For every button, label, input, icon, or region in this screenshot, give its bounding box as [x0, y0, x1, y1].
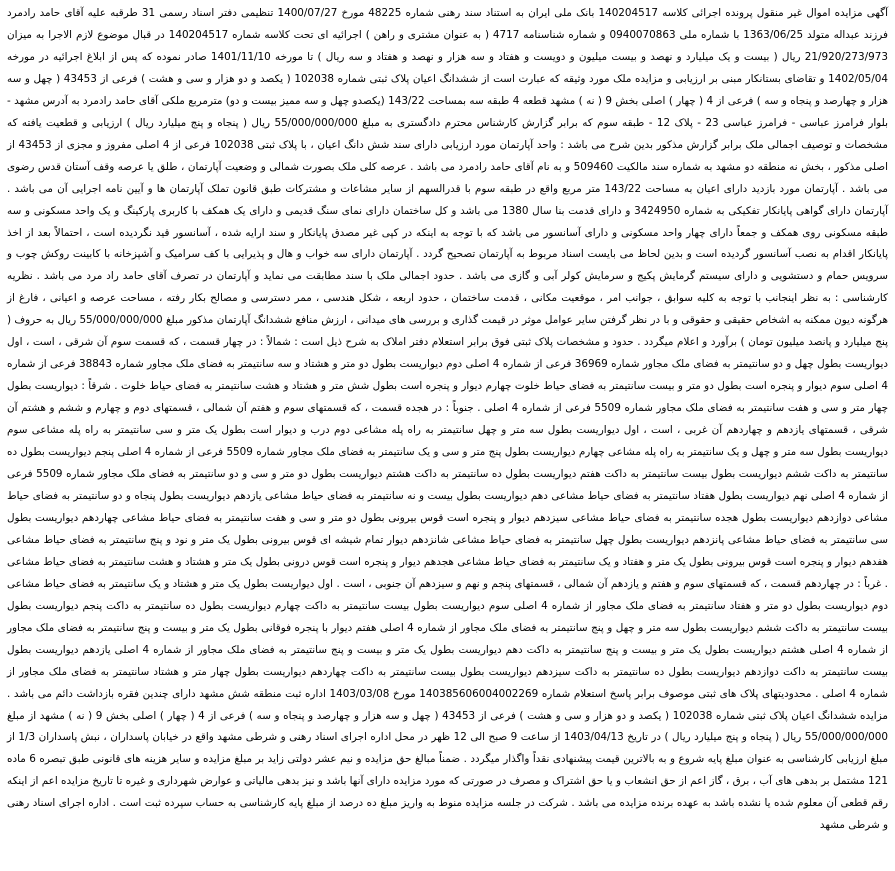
- auction-notice-text: آگهی مزایده اموال غیر منقول پرونده اجرائی کلاسه 140204517 بانک ملی ایران به استناد سند رهنی شماره 48225 مورخ 1400/07/27 تنظیمی دفتر اسناد رسمی 31 طرقبه علیه آقای حامد رادمرد فرزند عبداله متولد 1363/06/25 با شماره ملی 0940070863 و شماره شناسنامه 4717 ( به عنوان مشتری و راهن ) اجرائیه ای تحت کلاسه شماره 140204517 در قبال موضوع لازم الاجرا به میزان 21/920/273/973 ریال ( بیست و یک میلیارد و نهصد و بیست میلیون و دویست و هفتاد و سه هزار و نهصد و هفتاد و سه ریال ) تا مورخه 1401/11/10 صادر نموده که پس از ابلاغ اجرائیه در مورخه 1402/05/04 و تقاضای بستانکار مبنی بر ارزیابی و مزایده ملک مورد وثیقه که عبارت است از ششدانگ اعیان پلاک ثبتی شماره 102038 ( یکصد و دو هزار و سی و هشت ) فرعی از 43453 ( چهل و سه هزار و چهارصد و پنجاه و سه ) فرعی از 4 ( چهار ) اصلی بخش 9 ( نه ) مشهد قطعه 4 طبقه سه بمساحت 143/22 (یکصدو چهل و سه ممیز بیست و دو) مترمربع ملکی آقای حامد رادمرد به آدرس مشهد - بلوار فرامرز عباسی - فرامرز عباسی 23 - پلاک 12 - طبقه سوم که برابر گزارش کارشناس محترم دادگستری به مبلغ 55/000/000/000 ریال ( پنجاه و پنج میلیارد ریال ) ارزیابی و قطعیت یافته که مشخصات و توصیف اجمالی ملک برابر گزارش مذکور بدین شرح می باشد : واحد آپارتمان مورد ارزیابی دارای سند شش دانگ اعیان ، با پلاک ثبتی 102038 فرعی از 4 اصلی مفروز و مجزی از 43453 از اصلی مذکور ، بخش نه منطقه دو مشهد به شماره سند مالکیت 509460 و به نام آقای حامد رادمرد می باشد . عرصه کلی ملک بصورت شمالی و وضعیت آپارتمان ، طلق یا عرصه وقف آستان قدس رضوی می باشد . آپارتمان مورد بازدید دارای اعیان به مساحت 143/22 متر مربع واقع در طبقه سوم با قدرالسهم از سایر مشاعات و مشترکات طبق قانون تملک آپارتمان ها و آیین نامه اجرایی آن می باشد . آپارتمان دارای گواهی پایانکار تفکیکی به شماره 3424950 و دارای قدمت بنا سال 1380 می باشد و کل ساختمان دارای نمای سنگ قدیمی و دارای یک همکف با کاربری پارکینگ و یک واحد مسکونی و سه طبقه مسکونی روی همکف و جمعاً دارای چهار واحد مسکونی و دارای آسانسور می باشد که با توجه به اینکه در کپی غیر مصدق پایانکار و سند ارایه شده ، آسانسور قید نگردیده است ، احتمالاً بعد از اخذ پایانکار اقدام به نصب آسانسور گردیده است و بدین لحاظ می بایست اسناد مربوط به آپارتمان تصحیح گردد . آپارتمان دارای سه خواب و هال و پذیرایی با کف سرامیک و آشپزخانه با کابینت روکش چوب و سرویس حمام و دستشویی و دارای سیستم گرمایش پکیج و سرمایش کولر آبی و گازی می باشد . حدود اجمالی ملک با سند مطابقت می نماید و آپارتمان در تصرف آقای حامد راد مرد می باشد . نظریه کارشناسی : به نظر اینجانب با توجه به کلیه سوابق ، جوانب امر ، موقعیت مکانی ، قدمت ساختمان ، حدود اربعه ، شکل هندسی ، ممر دسترسی و مصالح بکار رفته ، مساحت عرصه و اعیانی ، فارغ از هرگونه دیون ممکنه به اشخاص حقیقی و حقوقی و با در نظر گرفتن سایر عوامل موثر در قیمت گذاری و بررسی های میدانی ، ارزش منافع ششدانگ آپارتمان مذکور مبلغ 55/000/000/000 ریال به حروف ( پنج میلیارد و پانصد میلیون تومان ) برآورد و اعلام میگردد . حدود و مشخصات پلاک ثبتی فوق برابر استعلام دفتر املاک به شرح ذیل است : شمالاً : در چهار قسمت ، که قسمت سوم آن شرقی ، است ، اول دیواریست بطول چهل و دو سانتیمتر به فضای ملک مجاور شماره 36969 فرعی از شماره 4 اصلی دوم دیواریست بطول دو متر و هشتاد و سه سانتیمتر به فضای ملک مجاور شماره 38843 فرعی از شماره 4 اصلی سوم دیوار و پنجره است بطول دو متر و بیست سانتیمتر به فضای حیاط خلوت چهارم دیوار و پنجره است بطول شش متر و هشتاد و هشت سانتیمتر به فضای حیاط خلوت . شرقاً : دیواریست بطول چهار متر و سی و هفت سانتیمتر به فضای ملک مجاور شماره 5509 فرعی از شماره 4 اصلی . جنوباً : در هجده قسمت ، که قسمتهای سوم و هفتم آن شمالی ، قسمتهای دوم و چهارم و ششم و هشتم آن شرقی ، قسمتهای یازدهم و چهاردهم آن غربی ، است ، اول دیواریست بطول سه متر و چهل سانتیمتر به راه پله مشاعی دوم درب و دیوار است بطول یک متر و سی سانتیمتر به راه پله مشاعی سوم دیواریست بطول سه متر و چهل و یک سانتیمتر به راه پله مشاعی چهارم دیواریست بطول پنج متر و سی و یک سانتیمتر به فضای ملک مجاور شماره 5509 فرعی از شماره 4 اصلی پنجم دیواریست بطول ده سانتیمتر به داکت ششم دیواریست بطول بیست سانتیمتر به داکت هفتم دیواریست بطول ده سانتیمتر به داکت هشتم دیواریست بطول دو متر و سی و دو سانتیمتر به فضای ملک مجاور شماره 5509 فرعی از شماره 4 اصلی نهم دیواریست بطول هفتاد سانتیمتر به فضای حیاط مشاعی دهم دیواریست بطول بیست و نه سانتیمتر به فضای حیاط مشاعی یازدهم دیواریست بطول پنجاه و دو سانتیمتر به فضای حیاط مشاعی دوازدهم دیواریست بطول هجده سانتیمتر به فضای حیاط مشاعی سیزدهم دیوار و پنجره است قوس بیرونی بطول دو متر و سی و هفت سانتیمتر به فضای حیاط مشاعی چهاردهم دیواریست بطول سی سانتیمتر به فضای حیاط مشاعی پانزدهم دیواریست بطول چهل سانتیمتر به فضای حیاط مشاعی شانزدهم دیوار تمام شیشه ای قوس بیرونی بطول یک متر و نود و پنج سانتیمتر به فضای حیاط مشاعی هفدهم دیوار و پنجره است قوس بیرونی بطول یک متر و هفتاد و یک سانتیمتر به فضای حیاط مشاعی هجدهم دیوار و پنجره است قوس درونی بطول یک متر و هشتاد و هشت سانتیمتر به فضای حیاط مشاعی . غرباً : در چهاردهم قسمت ، که قسمتهای سوم و هفتم و یازدهم آن شمالی ، قسمتهای پنجم و نهم و سیزدهم آن جنوبی ، است . اول دیواریست بطول یک متر و هشتاد و یک سانتیمتر به فضای حیاط مشاعی دوم دیواریست بطول دو متر و هفتاد سانتیمتر به فضای ملک مجاور از شماره 4 اصلی سوم دیواریست بطول بیست سانتیمتر به داکت چهارم دیواریست بطول ده سانتیمتر به داکت پنجم دیواریست بطول بیست سانتیمتر به داکت ششم دیواریست بطول سه متر و چهل و پنج سانتیمتر به فضای ملک مجاور از شماره 4 اصلی هفتم دیوار با پنجره فوقانی بطول یک متر و بیست و پنج سانتیمتر به فضای ملک مجاور از شماره 4 اصلی هشتم دیواریست بطول یک متر و بیست و پنج سانتیمتر به داکت دهم دیواریست بطول یک متر و بیست و پنج سانتیمتر به فضای ملک مجاور از شماره 4 اصلی یازدهم دیواریست بطول بیست سانتیمتر به داکت دوازدهم دیواریست بطول ده سانتیمتر به داکت سیزدهم دیواریست بطول بیست سانتیمتر به داکت چهاردهم دیواریست بطول چهار متر و هشتاد سانتیمتر به فضای ملک مجاور از شماره 4 اصلی . محدودیتهای پلاک های ثبتی موصوف برابر پاسخ استعلام شماره 140385606004002269 مورخ 1403/03/08 اداره ثبت منطقه شش مشهد دارای چندین فقره بازداشت دائم می باشد . مزایده ششدانگ اعیان پلاک ثبتی شماره 102038 ( یکصد و دو هزار و سی و هشت ) فرعی از 43453 ( چهل و سه هزار و چهارصد و پنجاه و سه ) فرعی از 4 ( چهار ) اصلی بخش 9 ( نه ) مشهد از مبلغ 55/000/000/000 ریال ( پنجاه و پنج میلیارد ریال ) در تاریخ 1403/04/13 از ساعت 9 صبح الی 12 ظهر در محل اداره اجرای اسناد رهنی و شرطی مشهد واقع در خیابان پاسداران ، نبش پاسداران 1/3 از مبلغ ارزیابی کارشناسی به عنوان مبلغ پایه شروع و به بالاترین قیمت پیشنهادی نقداً واگذار میگردد . ضمناً مبالغ حق مزایده و نیم عشر دولتی زاید بر مبلغ مزایده و سایر هزینه های قانونی طبق تبصره 6 ماده 121 مشتمل بر بدهی های آب ، برق ، گاز اعم از حق انشعاب و یا حق اشتراک و مصرف در صورتی که مورد مزایده دارای آنها باشد و نیز بدهی مالیاتی و عوارض شهرداری و غیره تا تاریخ مزایده اعم از اینکه رقم قطعی آن معلوم شده یا نشده باشد به عهده برنده مزایده می باشد . شرکت در جلسه مزایده منوط به واریز مبلغ ده درصد از مبلغ پایه کارشناسی به حساب سپرده ثبت است . اداره اجرای اسناد رهنی و شرطی مشهد: [7, 7, 889, 832]
